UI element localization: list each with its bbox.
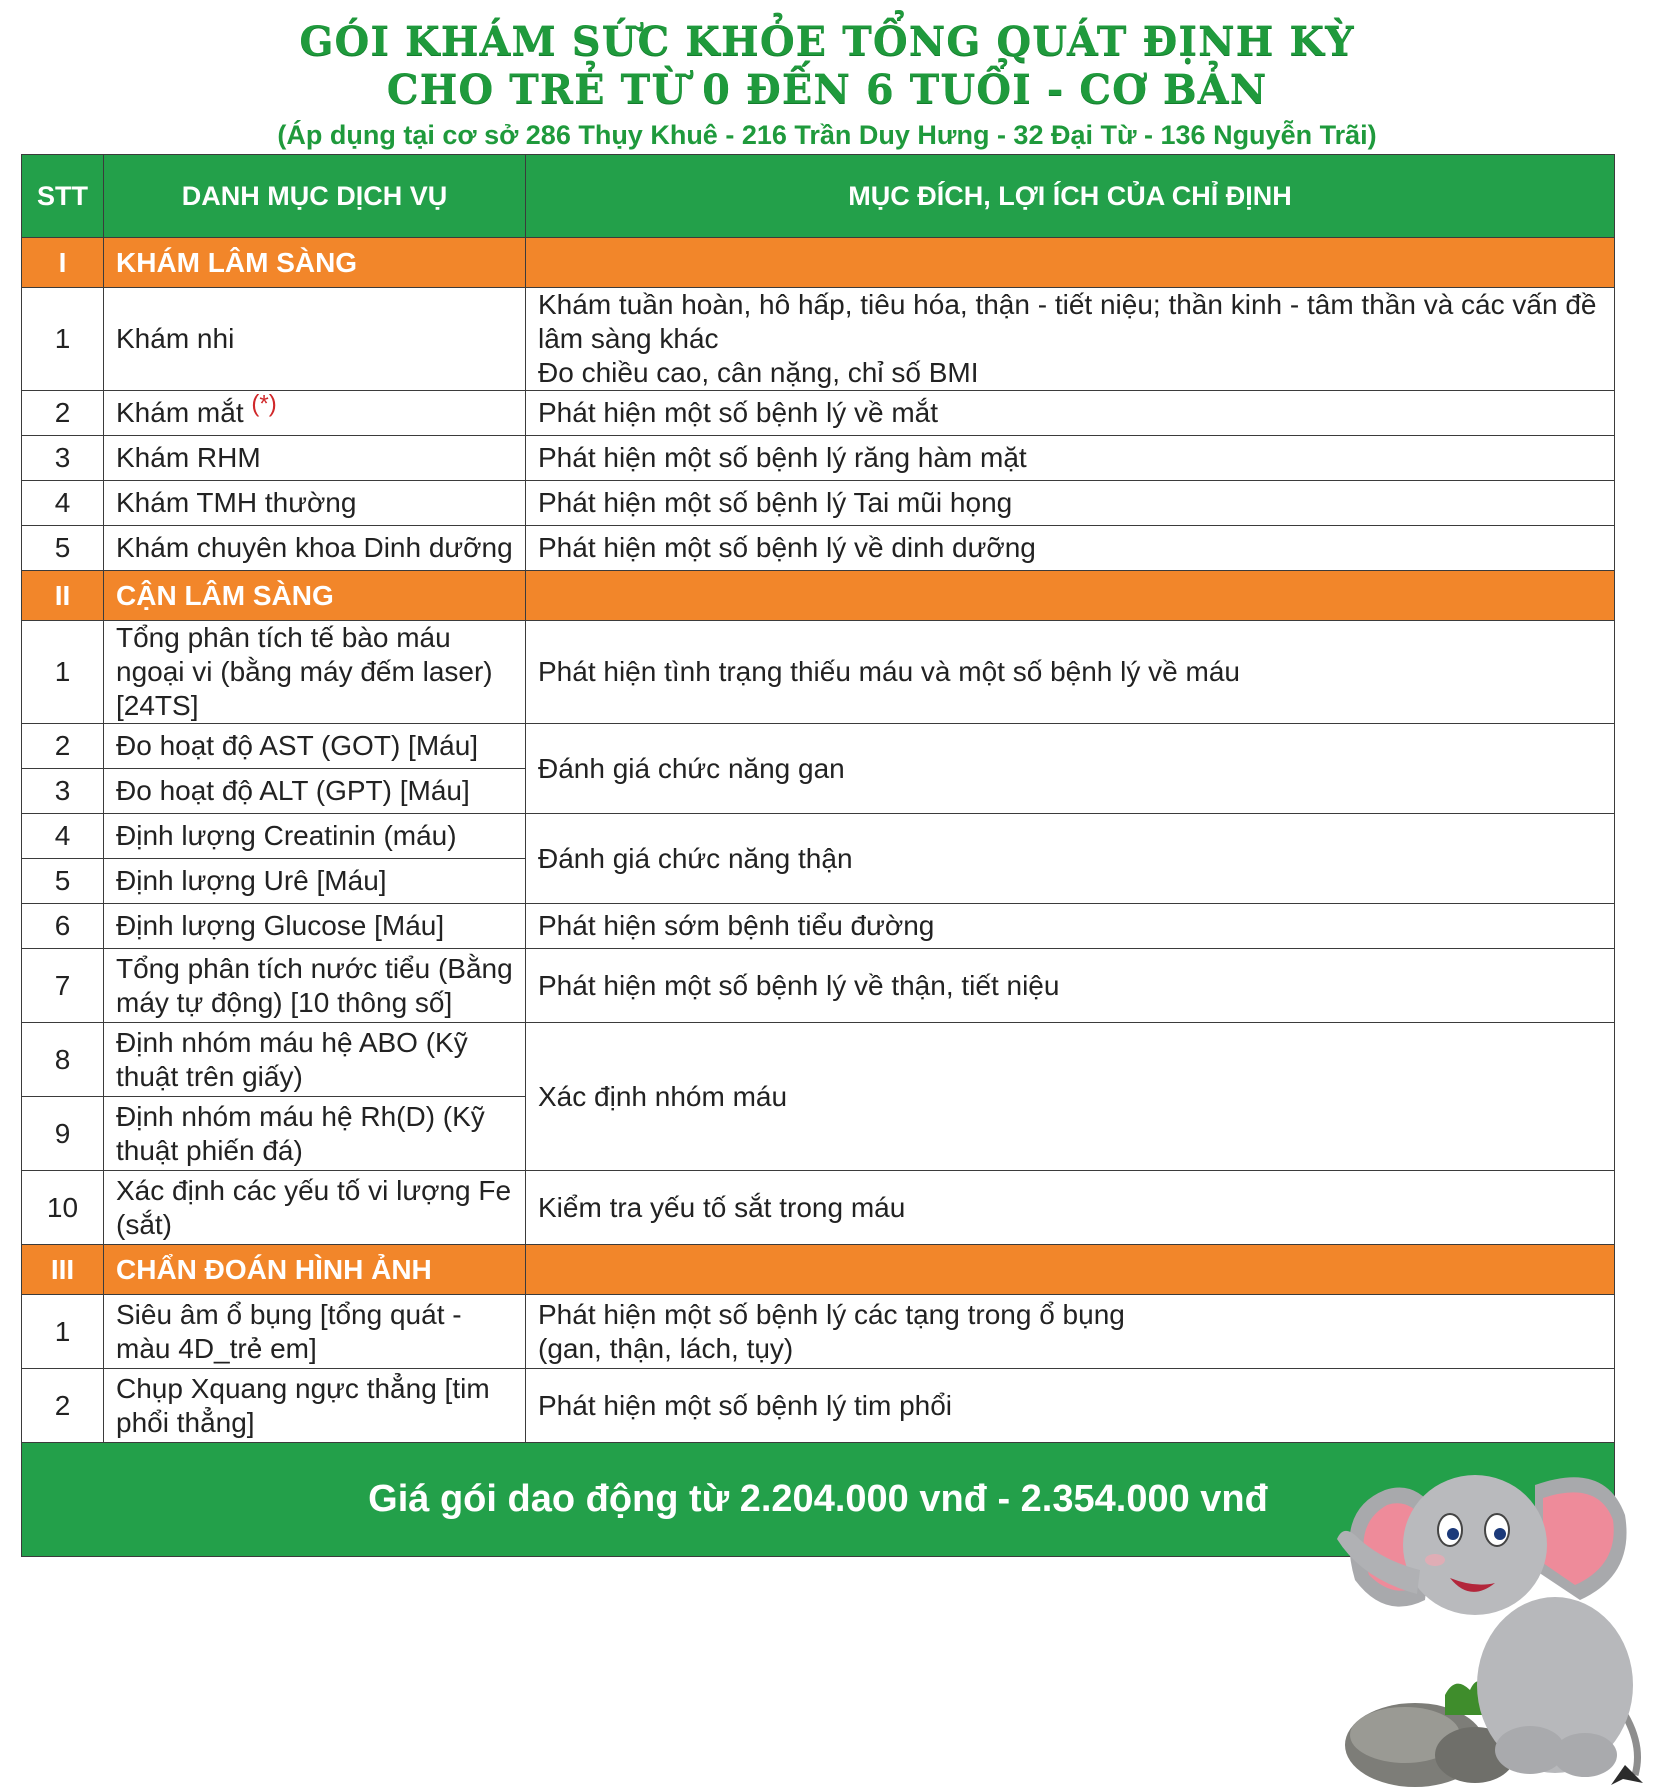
page-header <box>0 18 1654 154</box>
row-number: 1 <box>22 621 104 724</box>
row-purpose <box>526 1295 1615 1369</box>
row-purpose-line: Phát hiện một số bệnh lý các tạng trong ổ bụng <box>538 1298 1125 1330</box>
section-title: KHÁM LÂM SÀNG <box>104 238 526 288</box>
row-service: Khám chuyên khoa Dinh dưỡng <box>104 526 526 571</box>
table-row <box>22 391 1615 436</box>
row-number: 2 <box>22 1369 104 1443</box>
row-purpose-line: (gan, thận, lách, tụy) <box>538 1332 794 1364</box>
row-service: Định lượng Urê [Máu] <box>104 859 526 904</box>
row-service-text: Khám mắt <box>116 397 244 428</box>
row-number: 4 <box>22 481 104 526</box>
row-purpose-line: Đo chiều cao, cân nặng, chỉ số BMI <box>538 357 979 388</box>
page-subtitle: (Áp dụng tại cơ sở 286 Thụy Khuê - 216 Trần Duy Hưng - 32 Đại Từ - 136 Nguyễn Trãi) <box>277 120 1377 150</box>
row-purpose: Phát hiện sớm bệnh tiểu đường <box>526 904 1615 949</box>
column-header-purpose: MỤC ĐÍCH, LỢI ÍCH CỦA CHỈ ĐỊNH <box>526 155 1615 238</box>
table-row <box>22 1295 1615 1369</box>
row-number: 2 <box>22 724 104 769</box>
row-service: Khám TMH thường <box>104 481 526 526</box>
elephant-mascot <box>1325 1450 1654 1789</box>
section-title: CẬN LÂM SÀNG <box>104 571 526 621</box>
table-row <box>22 288 1615 391</box>
elephant-pupil <box>1494 1528 1506 1540</box>
section-row <box>22 571 1615 621</box>
table-row <box>22 436 1615 481</box>
table-row <box>22 904 1615 949</box>
table-row <box>22 621 1615 724</box>
row-number: 1 <box>22 288 104 391</box>
row-number: 5 <box>22 526 104 571</box>
price-banner: Giá gói dao động từ 2.204.000 vnđ - 2.354.000 vnđ <box>22 1443 1615 1557</box>
row-number: 10 <box>22 1171 104 1245</box>
table-row <box>22 1171 1615 1245</box>
table-row <box>22 1023 1615 1097</box>
row-service: Định nhóm máu hệ Rh(D) (Kỹ thuật phiến đá) <box>104 1097 526 1171</box>
row-service: Đo hoạt độ AST (GOT) [Máu] <box>104 724 526 769</box>
table-row <box>22 481 1615 526</box>
row-service: Định lượng Creatinin (máu) <box>104 814 526 859</box>
row-service: Siêu âm ổ bụng [tổng quát - màu 4D_trẻ em] <box>104 1295 526 1369</box>
row-service: Khám nhi <box>104 288 526 391</box>
elephant-cheek <box>1425 1554 1445 1566</box>
page-title-line2: CHO TRẺ TỪ 0 ĐẾN 6 TUỔI - CƠ BẢN <box>386 66 1268 113</box>
elephant-head <box>1403 1475 1547 1615</box>
row-purpose: Kiểm tra yếu tố sắt trong máu <box>526 1171 1615 1245</box>
row-service: Chụp Xquang ngực thẳng [tim phổi thẳng] <box>104 1369 526 1443</box>
row-number: 4 <box>22 814 104 859</box>
row-service: Tổng phân tích tế bào máu ngoại vi (bằng máy đếm laser) [24TS] <box>104 621 526 724</box>
row-purpose-line: Khám tuần hoàn, hô hấp, tiêu hóa, thận - tiết niệu; thần kinh - tâm thần và các vấn đề lâm sàng khác <box>538 289 1597 354</box>
row-service: Tổng phân tích nước tiểu (Bằng máy tự động) [10 thông số] <box>104 949 526 1023</box>
row-service <box>104 391 526 436</box>
row-purpose: Đánh giá chức năng thận <box>526 814 1615 904</box>
elephant-pupil <box>1447 1528 1459 1540</box>
table-row <box>22 526 1615 571</box>
section-number: III <box>22 1245 104 1295</box>
row-number: 1 <box>22 1295 104 1369</box>
row-number: 7 <box>22 949 104 1023</box>
row-purpose: Phát hiện một số bệnh lý tim phổi <box>526 1369 1615 1443</box>
row-service: Khám RHM <box>104 436 526 481</box>
row-service: Đo hoạt độ ALT (GPT) [Máu] <box>104 769 526 814</box>
page-title-line1: GÓI KHÁM SỨC KHỎE TỔNG QUÁT ĐỊNH KỲ <box>299 18 1355 65</box>
table-row <box>22 814 1615 859</box>
section-row <box>22 238 1615 288</box>
elephant-foot <box>1553 1733 1617 1777</box>
package-table <box>21 154 1615 1557</box>
row-purpose: Xác định nhóm máu <box>526 1023 1615 1171</box>
section-title: CHẨN ĐOÁN HÌNH ẢNH <box>104 1245 526 1295</box>
row-purpose: Phát hiện một số bệnh lý Tai mũi họng <box>526 481 1615 526</box>
table-row <box>22 949 1615 1023</box>
row-number: 9 <box>22 1097 104 1171</box>
row-service: Định lượng Glucose [Máu] <box>104 904 526 949</box>
row-purpose: Phát hiện một số bệnh lý về thận, tiết niệu <box>526 949 1615 1023</box>
section-number: I <box>22 238 104 288</box>
section-number: II <box>22 571 104 621</box>
row-number: 5 <box>22 859 104 904</box>
row-number: 2 <box>22 391 104 436</box>
row-service: Định nhóm máu hệ ABO (Kỹ thuật trên giấy) <box>104 1023 526 1097</box>
row-number: 8 <box>22 1023 104 1097</box>
row-purpose: Đánh giá chức năng gan <box>526 724 1615 814</box>
column-header-service: DANH MỤC DỊCH VỤ <box>104 155 526 238</box>
section-row <box>22 1245 1615 1295</box>
table-row <box>22 724 1615 769</box>
column-header-stt: STT <box>22 155 104 238</box>
row-number: 3 <box>22 436 104 481</box>
row-purpose <box>526 288 1615 391</box>
row-purpose: Phát hiện một số bệnh lý về dinh dưỡng <box>526 526 1615 571</box>
row-service: Xác định các yếu tố vi lượng Fe (sắt) <box>104 1171 526 1245</box>
section-blank <box>526 1245 1615 1295</box>
section-blank <box>526 238 1615 288</box>
section-blank <box>526 571 1615 621</box>
row-number: 6 <box>22 904 104 949</box>
footnote-marker: (*) <box>251 390 277 418</box>
table-row <box>22 1369 1615 1443</box>
row-number: 3 <box>22 769 104 814</box>
row-purpose: Phát hiện một số bệnh lý răng hàm mặt <box>526 436 1615 481</box>
table-header-row <box>22 155 1615 238</box>
row-purpose: Phát hiện tình trạng thiếu máu và một số bệnh lý về máu <box>526 621 1615 724</box>
row-purpose: Phát hiện một số bệnh lý về mắt <box>526 391 1615 436</box>
